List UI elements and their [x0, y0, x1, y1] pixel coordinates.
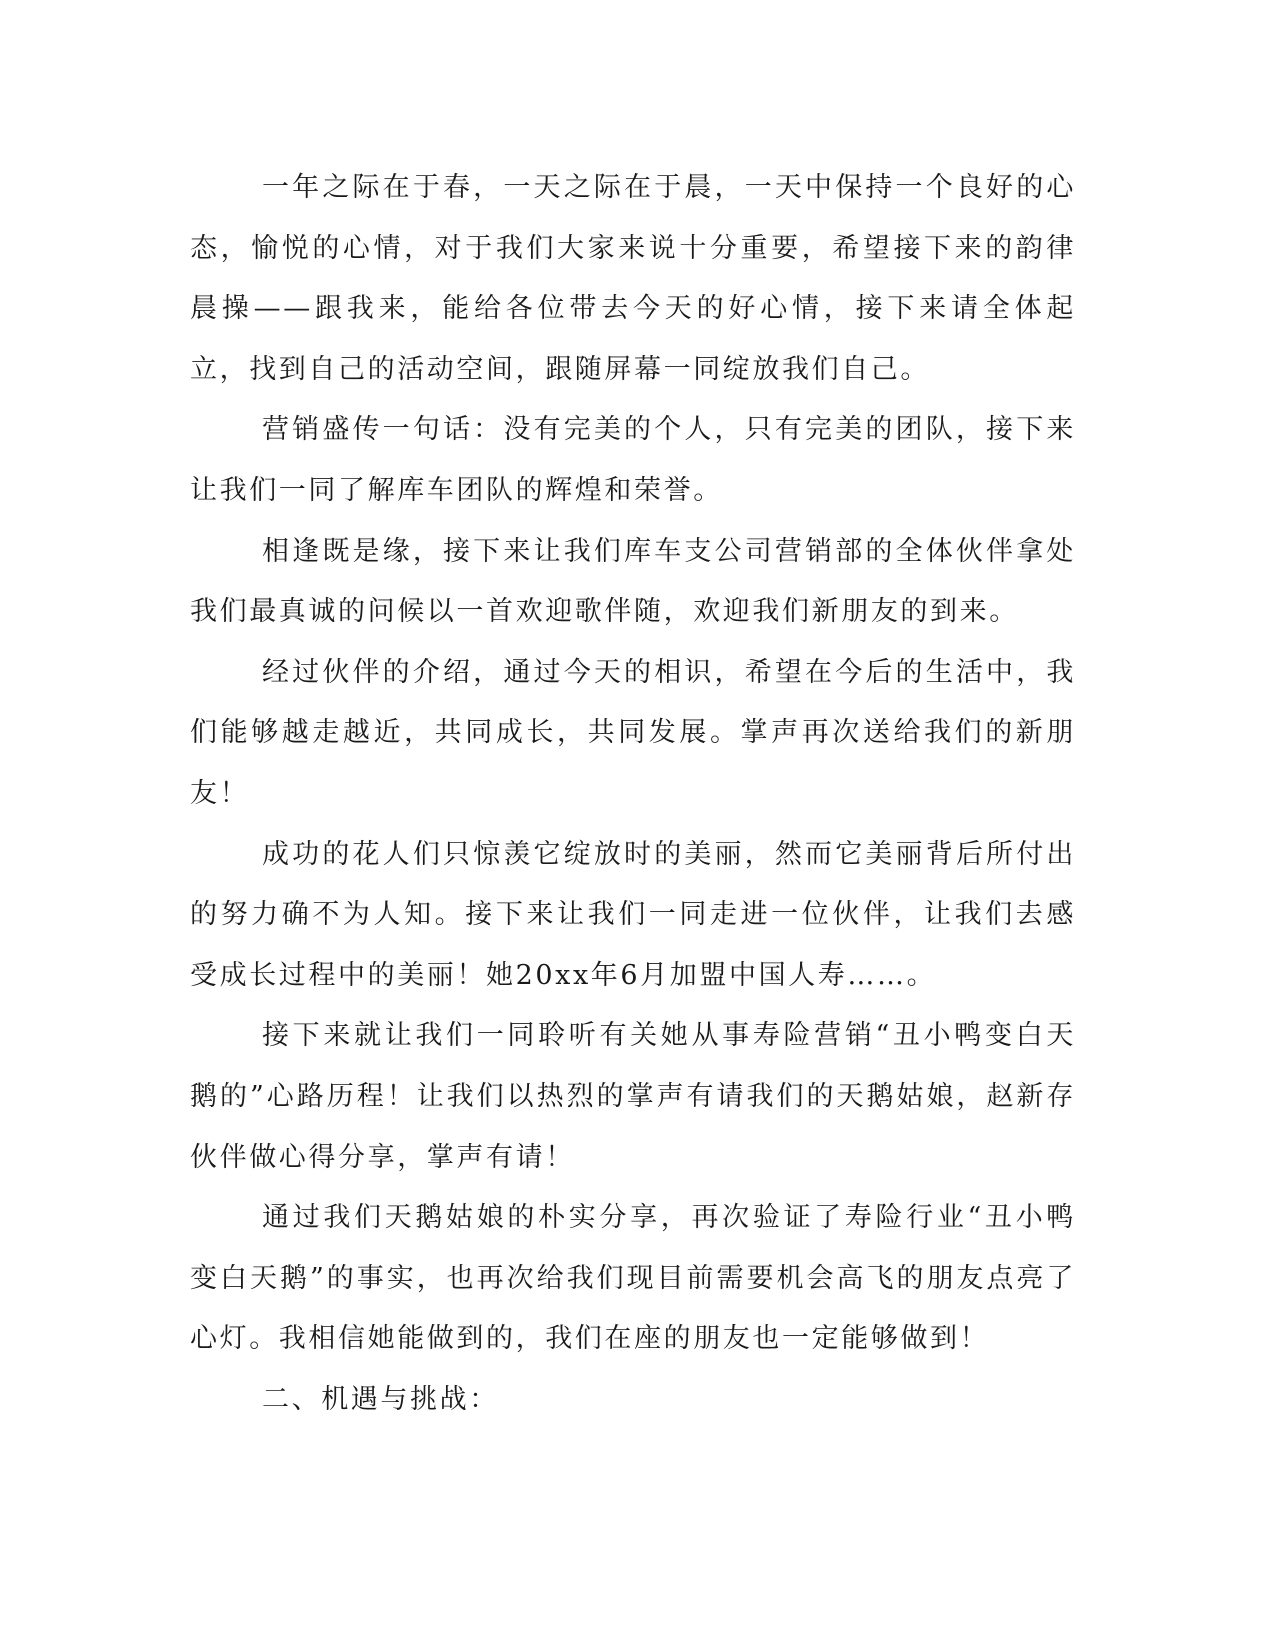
paragraph-partner-story: 成功的花人们只惊羡它绽放时的美丽，然而它美丽背后所付出的努力确不为人知。接下来让我们一同走进一位伙伴，让我们去感受成长过程中的美丽！她20xx年6月加盟中国人寿……。: [190, 838, 1076, 991]
paragraph-welcome-song: 相逢既是缘，接下来让我们库车支公司营销部的全体伙伴拿处我们最真诚的问候以一首欢迎歌伴随，欢迎我们新朋友的到来。: [190, 535, 1076, 628]
paragraph-team-honor: 营销盛传一句话：没有完美的个人，只有完美的团队，接下来让我们一同了解库车团队的辉煌和荣誉。: [190, 414, 1076, 506]
document-body: [190, 158, 1076, 1430]
section-heading-opportunity: 二、机遇与挑战：: [262, 1383, 499, 1415]
paragraph-sharing-invite: 接下来就让我们一同聆听有关她从事寿险营销“丑小鸭变白天鹅的”心路历程！让我们以热烈的掌声有请我们的天鹅姑娘，赵新存伙伴做心得分享，掌声有请！: [190, 1020, 1076, 1173]
paragraph-new-friends: 经过伙伴的介绍，通过今天的相识，希望在今后的生活中，我们能够越走越近，共同成长，共同发展。掌声再次送给我们的新朋友！: [190, 656, 1076, 809]
paragraph-morning-exercise: 一年之际在于春，一天之际在于晨，一天中保持一个良好的心态，愉悦的心情，对于我们大家来说十分重要，希望接下来的韵律晨操——跟我来，能给各位带去今天的好心情，接下来请全体起立，找到自己的活动空间，跟随屏幕一同绽放我们自己。: [190, 172, 1076, 385]
paragraph-sharing-summary: 通过我们天鹅姑娘的朴实分享，再次验证了寿险行业“丑小鸭变白天鹅”的事实，也再次给我们现目前需要机会高飞的朋友点亮了心灯。我相信她能做到的，我们在座的朋友也一定能够做到！: [190, 1202, 1076, 1355]
